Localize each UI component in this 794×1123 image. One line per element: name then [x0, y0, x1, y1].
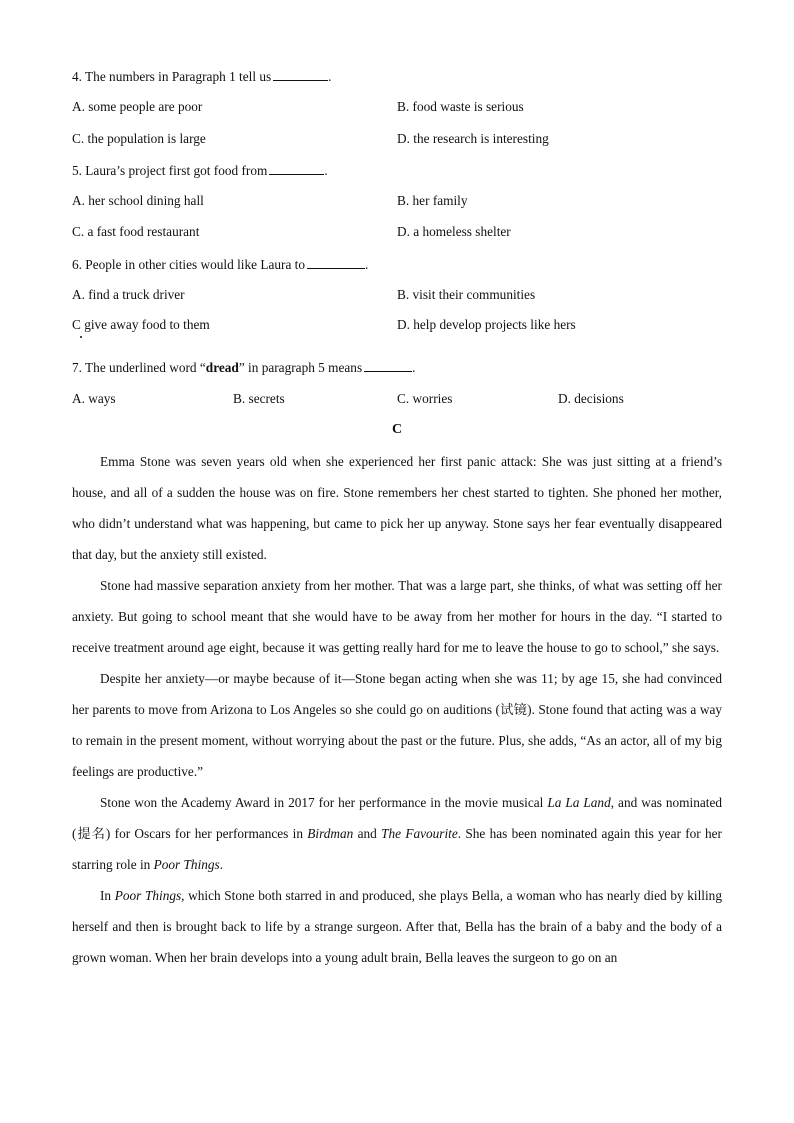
- answer-blank: [307, 256, 365, 269]
- film-title: Poor Things: [153, 857, 220, 872]
- answer-blank: [273, 68, 328, 81]
- q4-option-b: B. food waste is serious: [397, 99, 524, 114]
- film-title: The Favourite: [381, 826, 458, 841]
- q5-option-a: A. her school dining hall: [72, 193, 204, 208]
- film-title: Poor Things: [114, 888, 182, 903]
- q6-option-a: A. find a truck driver: [72, 287, 185, 302]
- q5-option-c: C. a fast food restaurant: [72, 224, 200, 239]
- q6-option-b: B. visit their communities: [397, 287, 536, 302]
- passage-heading: C: [391, 422, 403, 437]
- question-7-stem: 7. The underlined word “: [72, 360, 206, 375]
- stray-dot: [80, 336, 82, 338]
- q5-option-b: B. her family: [397, 193, 468, 208]
- paragraph-1: Emma Stone was seven years old when she experienced her first panic attack: She was just sitting at a friend’s house, and all of a sudden the house was on fire. Stone remembers her chest started to tighten. She phoned her mother, who didn’t understand what was happening, but came to pick her up anyway. Stone says her fear eventually disappeared that day, but the anxiety still existed.: [72, 454, 722, 562]
- answer-blank: [269, 162, 324, 175]
- question-6: 6. People in other cities would like Laura to .: [72, 257, 369, 272]
- film-title: Birdman: [307, 826, 354, 841]
- question-6-stem: 6. People in other cities would like Laura to: [72, 257, 306, 272]
- passage-body: [72, 446, 722, 973]
- q7-option-c: C. worries: [397, 391, 453, 406]
- question-4: 4. The numbers in Paragraph 1 tell us .: [72, 69, 332, 84]
- q4-option-a: A. some people are poor: [72, 99, 203, 114]
- paragraph-3: Despite her anxiety—or maybe because of it—Stone began acting when she was 11; by age 15, she had convinced her parents to move from Arizona to Los Angeles so she could go on auditions (试镜). Stone found that acting was a way to remain in the present moment, without worrying about the past or the future. Plus, she adds, “As an actor, all of my big feelings are productive.”: [72, 671, 722, 779]
- question-5-stem: 5. Laura’s project first got food from: [72, 163, 268, 178]
- q7-option-a: A. ways: [72, 391, 116, 406]
- q6-option-c: C give away food to them: [72, 317, 210, 332]
- paragraph-5: In Poor Things, which Stone both starred in and produced, she plays Bella, a woman who has nearly died by killing herself and then is brought back to life by a strange surgeon. After that, Bella has the brain of a baby and the body of a grown woman. When her brain develops into a young adult brain, Bella leaves the surgeon to go on an: [72, 888, 722, 965]
- q7-option-b: B. secrets: [233, 391, 285, 406]
- question-4-stem: 4. The numbers in Paragraph 1 tell us: [72, 69, 272, 84]
- underlined-word: dread: [205, 360, 239, 375]
- q5-option-d: D. a homeless shelter: [397, 224, 511, 239]
- paragraph-4: Stone won the Academy Award in 2017 for her performance in the movie musical La La Land, and was nominated (提名) for Oscars for her performances in Birdman and The Favourite. She has been nominated again this year for her starring role in Poor Things.: [72, 795, 722, 872]
- question-5: 5. Laura’s project first got food from .: [72, 163, 328, 178]
- question-7: 7. The underlined word “dread” in paragraph 5 means .: [72, 360, 416, 375]
- q7-option-d: D. decisions: [558, 391, 624, 406]
- q4-option-d: D. the research is interesting: [397, 131, 549, 146]
- paragraph-2: Stone had massive separation anxiety from her mother. That was a large part, she thinks, of what was setting off her anxiety. But going to school meant that she would have to be away from her mother for hours in the day. “I started to receive treatment around age eight, because it was getting really hard for me to leave the house to go to school,” she says.: [72, 578, 722, 655]
- q4-option-c: C. the population is large: [72, 131, 206, 146]
- q6-option-d: D. help develop projects like hers: [397, 317, 576, 332]
- film-title: La La Land: [547, 795, 611, 810]
- answer-blank: [364, 359, 412, 372]
